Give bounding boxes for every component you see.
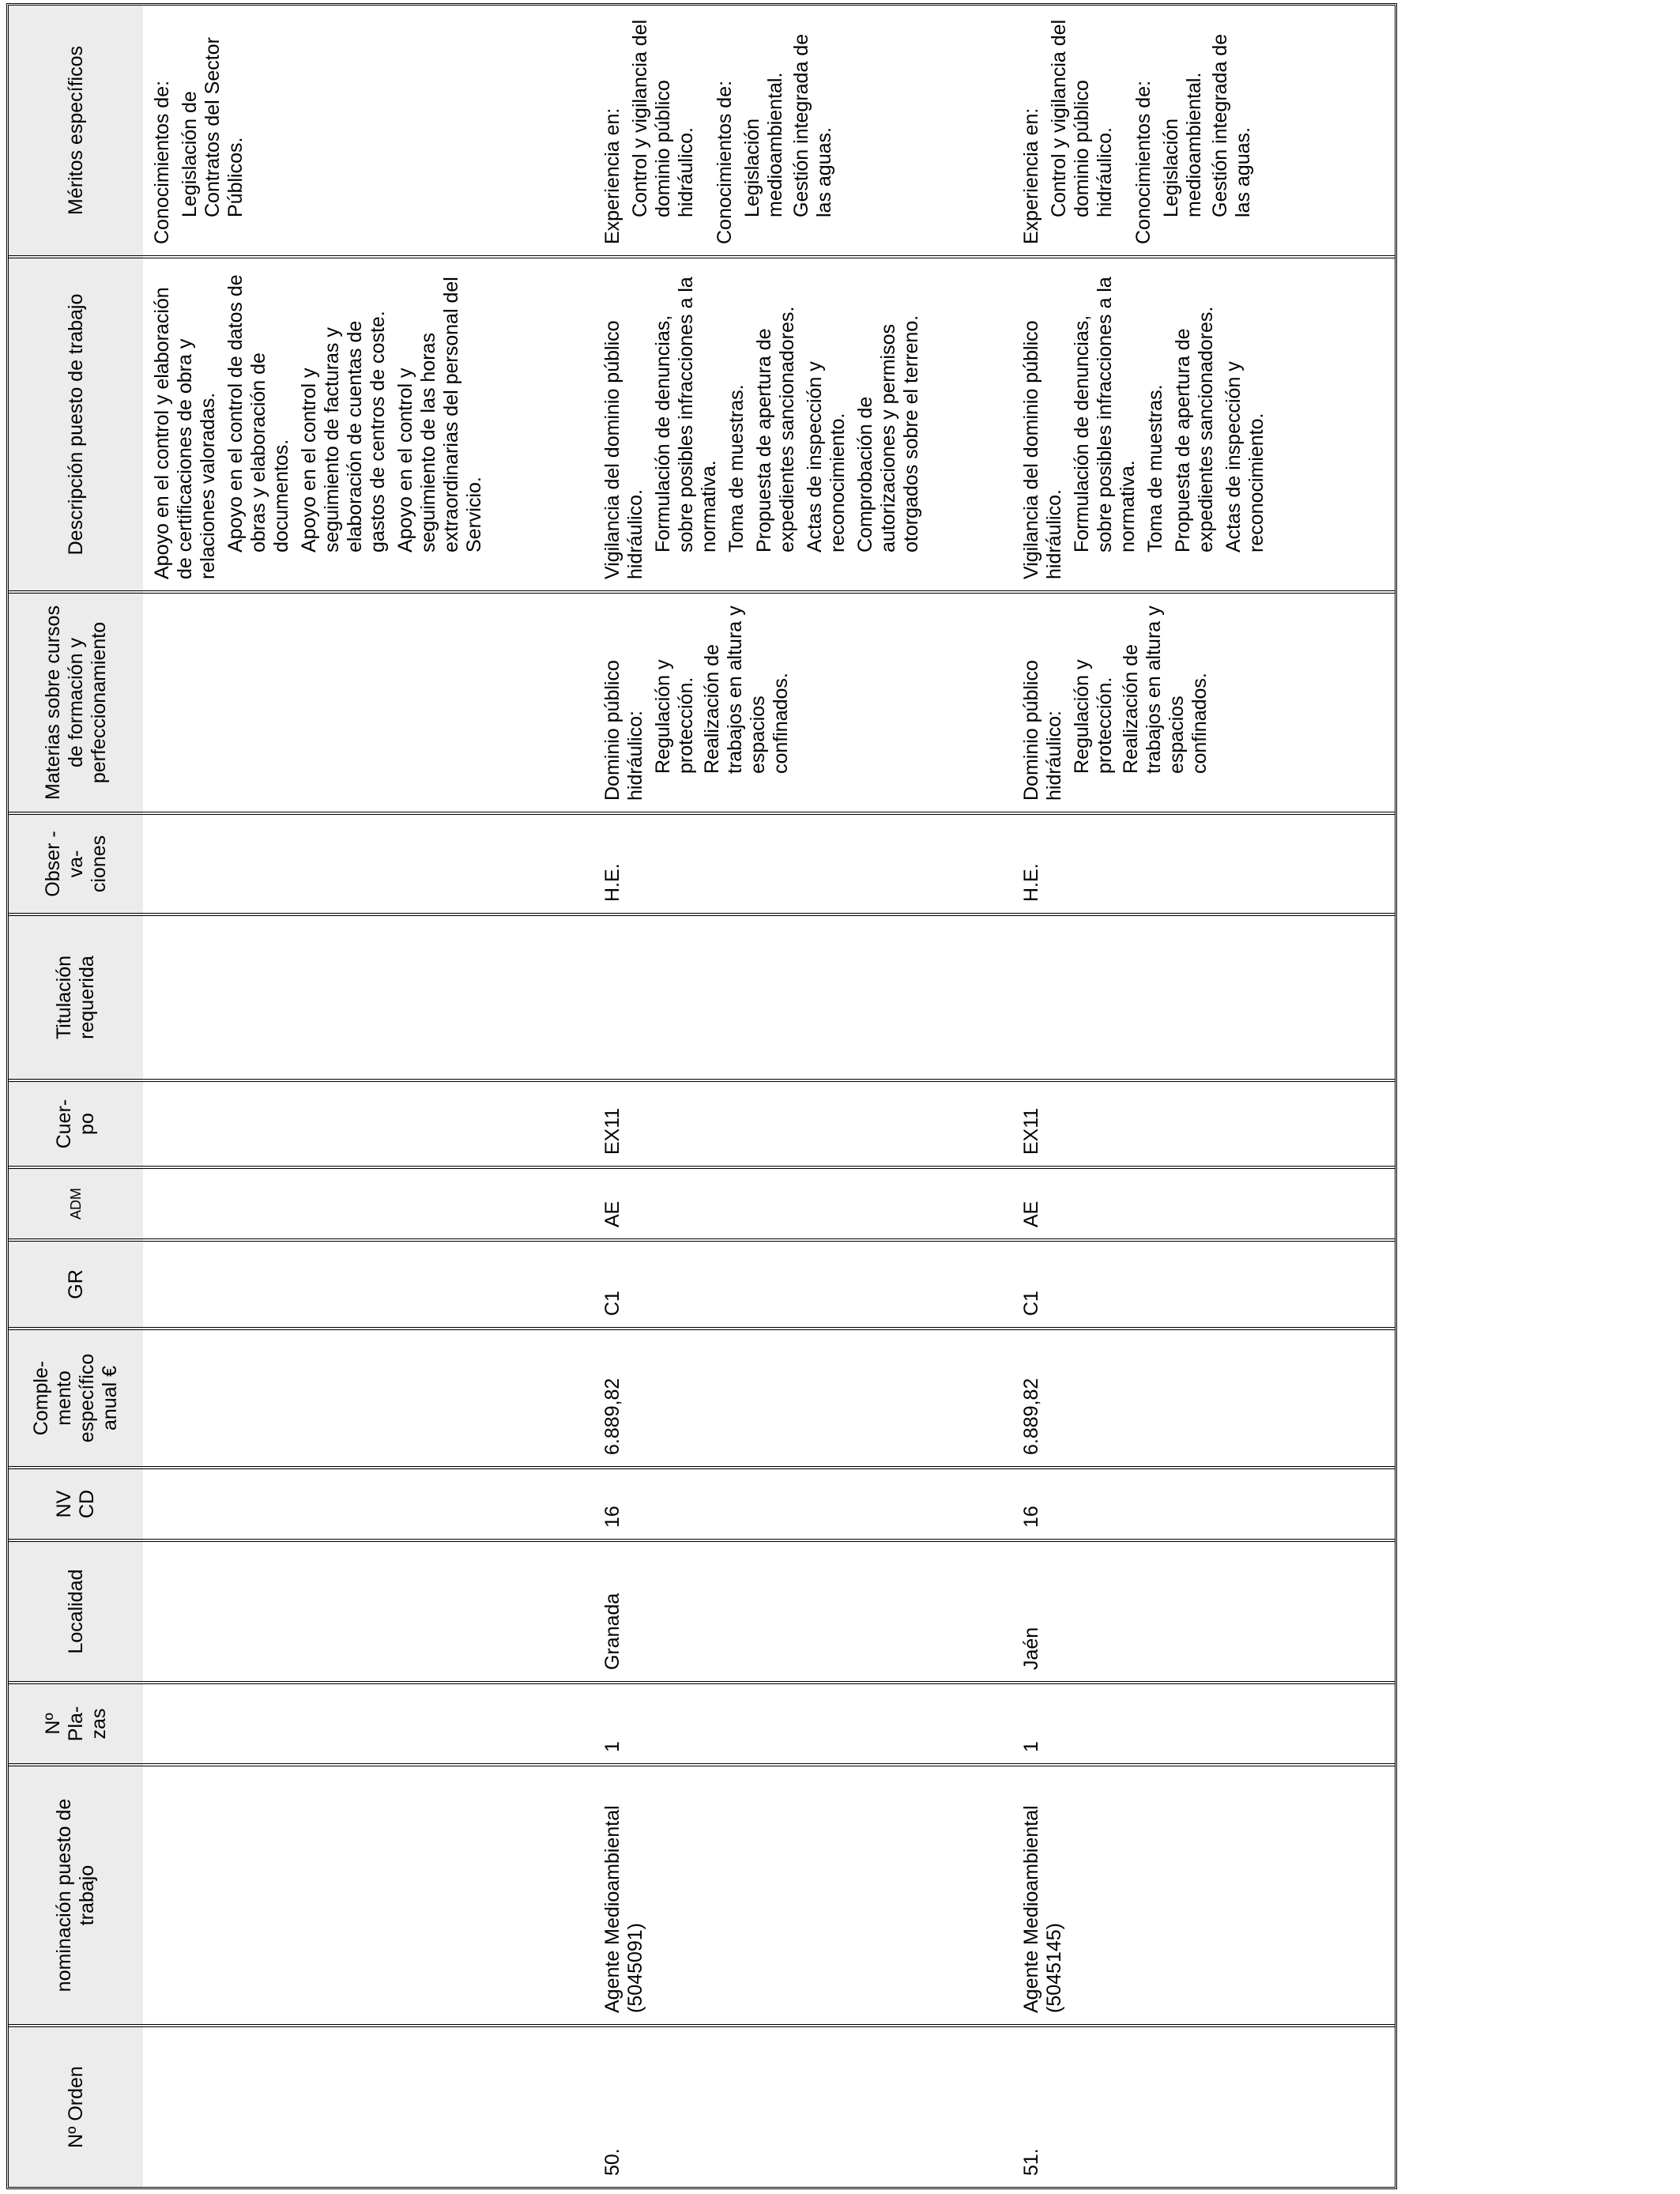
descripcion-item: Propuesta de apertura de expedientes sancionadores. [753, 306, 798, 552]
grupo-51: C1 [1020, 1291, 1042, 1316]
descripcion-item: Apoyo en el control y seguimiento de facturas y elaboración de cuentas de gastos de centros de coste. [298, 311, 389, 552]
descripcion-item: Toma de muestras. [725, 384, 748, 552]
header-titulacion: Titulación requerida [9, 913, 143, 1079]
observaciones-51: H.E. [1020, 863, 1042, 902]
localidad-51: Jaén [1020, 1627, 1042, 1670]
descripcion-50 [601, 270, 928, 579]
header-materias: Materias sobre cursos de formación y perfeccionamiento [9, 590, 143, 812]
plazas-50: 1 [601, 1741, 623, 1752]
meritos-item: Control y vigilancia del dominio público hidráulico. [1048, 19, 1116, 217]
meritos-51 [1020, 17, 1258, 244]
descripcion-item: Toma de muestras. [1144, 384, 1166, 552]
header-cuerpo: Cuer- po [9, 1079, 143, 1166]
col-cuerpo [143, 1079, 1395, 1166]
materias-item: Regulación y protección. [1071, 659, 1116, 774]
col-observaciones [143, 812, 1395, 913]
meritos-item: Control y vigilancia del dominio público hidráulico. [629, 19, 697, 217]
descripcion-51 [1020, 270, 1273, 579]
cuerpo-50: EX11 [601, 1107, 623, 1155]
orden-51: 51. [1020, 2148, 1042, 2176]
materias-item: Realización de trabajos en altura y espacios confinados. [701, 605, 792, 774]
denominacion-50: Agente Medioambiental (5045091) [601, 1805, 646, 2013]
meritos-item: Legislación medioambiental. [741, 72, 786, 217]
col-meritos [143, 6, 1395, 255]
meritos-item: Gestión integrada de las aguas. [790, 33, 835, 217]
localidad-50: Granada [601, 1593, 623, 1670]
meritos-exp-title: Experiencia en: [1020, 107, 1042, 244]
rpt-table [6, 3, 1397, 2189]
materias-title: Dominio público hidráulico: [1020, 660, 1065, 801]
descripcion-item: Comprobación de autorizaciones y permisos otorgados sobre el terreno. [854, 315, 922, 552]
descripcion-item: Apoyo en el control de datos de obras y elaboración de documentos. [224, 274, 292, 552]
descripcion-item: Apoyo en el control y seguimiento de las horas extraordinarias del personal del Servicio. [394, 277, 485, 552]
grupo-50: C1 [601, 1291, 623, 1316]
header-descripcion: Descripción puesto de trabajo [9, 255, 143, 590]
meritos-con-title: Conocimientos de: [1132, 80, 1155, 244]
descripcion-item: Apoyo en el control y elaboración de certificaciones de obra y relaciones valoradas. [151, 287, 219, 579]
meritos-item: Legislación de Contratos del Sector Públicos. [179, 37, 247, 217]
col-orden [143, 2024, 1395, 2187]
meritos-item: Gestión integrada de las aguas. [1209, 33, 1254, 217]
cuerpo-51: EX11 [1020, 1107, 1042, 1155]
col-complemento [143, 1327, 1395, 1466]
meritos-exp-title: Experiencia en: [601, 107, 623, 244]
header-localidad: Localidad [9, 1539, 143, 1681]
adm-51: AE [1020, 1201, 1042, 1227]
col-denominacion [143, 1763, 1395, 2024]
header-orden: Nº Orden [9, 2024, 143, 2187]
col-nivel [143, 1466, 1395, 1539]
header-complemento: Comple- mento específico anual € [9, 1327, 143, 1466]
descripcion-item: Vigilancia del dominio público hidráulico. [601, 320, 646, 579]
descripcion-item: Actas de inspección y reconocimiento. [1222, 361, 1268, 552]
denominacion-51: Agente Medioambiental (5045145) [1020, 1805, 1065, 2013]
header-nivel: NV CD [9, 1466, 143, 1539]
header-observaciones: Obser -va- ciones [9, 812, 143, 913]
body-row [143, 6, 1395, 2187]
descripcion-continuation [151, 270, 491, 579]
nivel-51: 16 [1020, 1506, 1042, 1528]
header-adm: ADM [9, 1166, 143, 1238]
descripcion-item: Actas de inspección y reconocimiento. [804, 361, 849, 552]
materias-item: Regulación y protección. [652, 659, 697, 774]
descripcion-item: Vigilancia del dominio público hidráulico. [1020, 320, 1065, 579]
materias-title: Dominio público hidráulico: [601, 660, 646, 801]
meritos-con-title: Conocimientos de: [714, 80, 736, 244]
materias-50 [601, 605, 796, 801]
col-titulacion [143, 913, 1395, 1079]
complemento-51: 6.889,82 [1020, 1378, 1042, 1455]
observaciones-50: H.E. [601, 863, 623, 902]
header-row [9, 6, 143, 2187]
meritos-continuation [151, 17, 250, 244]
descripcion-item: Propuesta de apertura de expedientes sancionadores. [1172, 306, 1217, 552]
col-plazas [143, 1681, 1395, 1763]
complemento-50: 6.889,82 [601, 1378, 623, 1455]
col-grupo [143, 1238, 1395, 1327]
header-plazas: Nº Pla- zas [9, 1681, 143, 1763]
col-localidad [143, 1539, 1395, 1681]
materias-item: Realización de trabajos en altura y espacios confinados. [1120, 605, 1211, 774]
meritos-50 [601, 17, 839, 244]
nivel-50: 16 [601, 1506, 623, 1528]
adm-50: AE [601, 1201, 623, 1227]
header-grupo: GR [9, 1238, 143, 1327]
col-materias [143, 590, 1395, 812]
col-adm [143, 1166, 1395, 1238]
plazas-51: 1 [1020, 1741, 1042, 1752]
header-meritos: Méritos específicos [9, 6, 143, 255]
meritos-item: Legislación medioambiental. [1160, 72, 1205, 217]
descripcion-item: Formulación de denuncias, sobre posibles infracciones a la normativa. [652, 277, 720, 552]
rotated-page [6, 8, 1397, 2189]
materias-51 [1020, 605, 1215, 801]
header-denominacion: nominación puesto de trabajo [9, 1763, 143, 2024]
col-descripcion [143, 255, 1395, 590]
descripcion-item: Formulación de denuncias, sobre posibles infracciones a la normativa. [1071, 277, 1139, 552]
meritos-title: Conocimientos de: [151, 80, 173, 244]
orden-50: 50. [601, 2148, 623, 2176]
